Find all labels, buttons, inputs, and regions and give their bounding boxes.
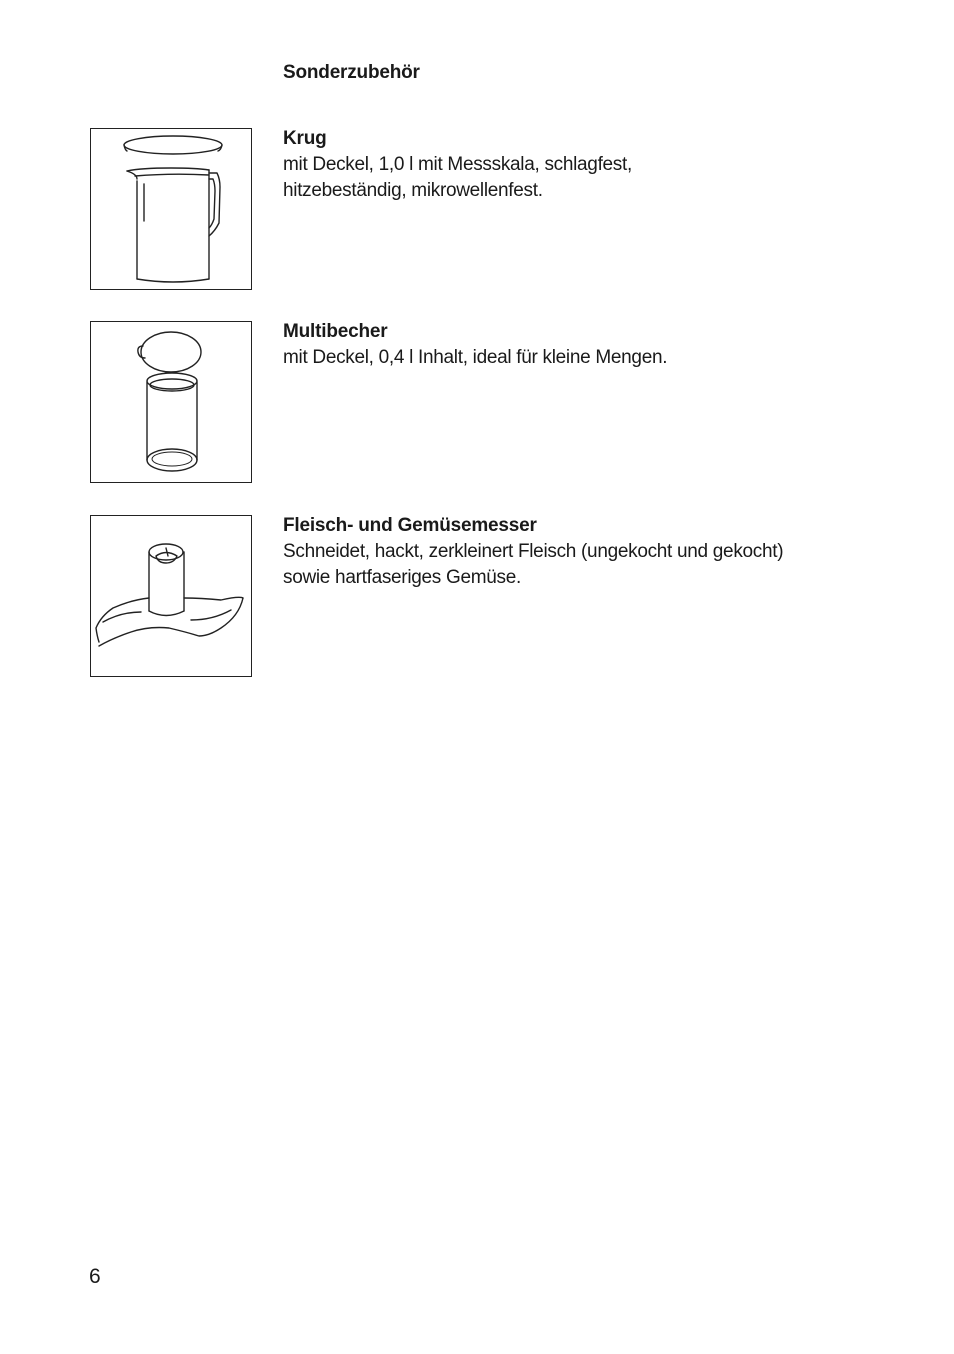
blade-icon (91, 516, 251, 676)
accessory-item-cup (90, 321, 870, 483)
page-number: 6 (89, 1265, 101, 1288)
jug-icon (91, 129, 251, 289)
item-description-line: mit Deckel, 1,0 l mit Messskala, schlagfest, (283, 154, 632, 175)
item-description (283, 539, 843, 591)
jug-illustration (90, 128, 252, 290)
item-description (283, 152, 843, 204)
item-title: Krug (283, 128, 327, 149)
accessory-item-jug (90, 128, 870, 290)
item-title: Multibecher (283, 321, 388, 342)
item-title: Fleisch- und Gemüsemesser (283, 515, 537, 536)
item-description-line: mit Deckel, 0,4 l Inhalt, ideal für kleine Mengen. (283, 347, 668, 368)
item-description (283, 345, 843, 371)
section-title: Sonderzubehör (283, 62, 420, 83)
item-description-line: hitzebeständig, mikrowellenfest. (283, 180, 543, 201)
item-description-line: Schneidet, hackt, zerkleinert Fleisch (ungekocht und gekocht) (283, 541, 784, 562)
item-description-line: sowie hartfaseriges Gemüse. (283, 567, 521, 588)
cup-illustration (90, 321, 252, 483)
cup-icon (91, 322, 251, 482)
accessory-item-blade (90, 515, 870, 677)
blade-illustration (90, 515, 252, 677)
